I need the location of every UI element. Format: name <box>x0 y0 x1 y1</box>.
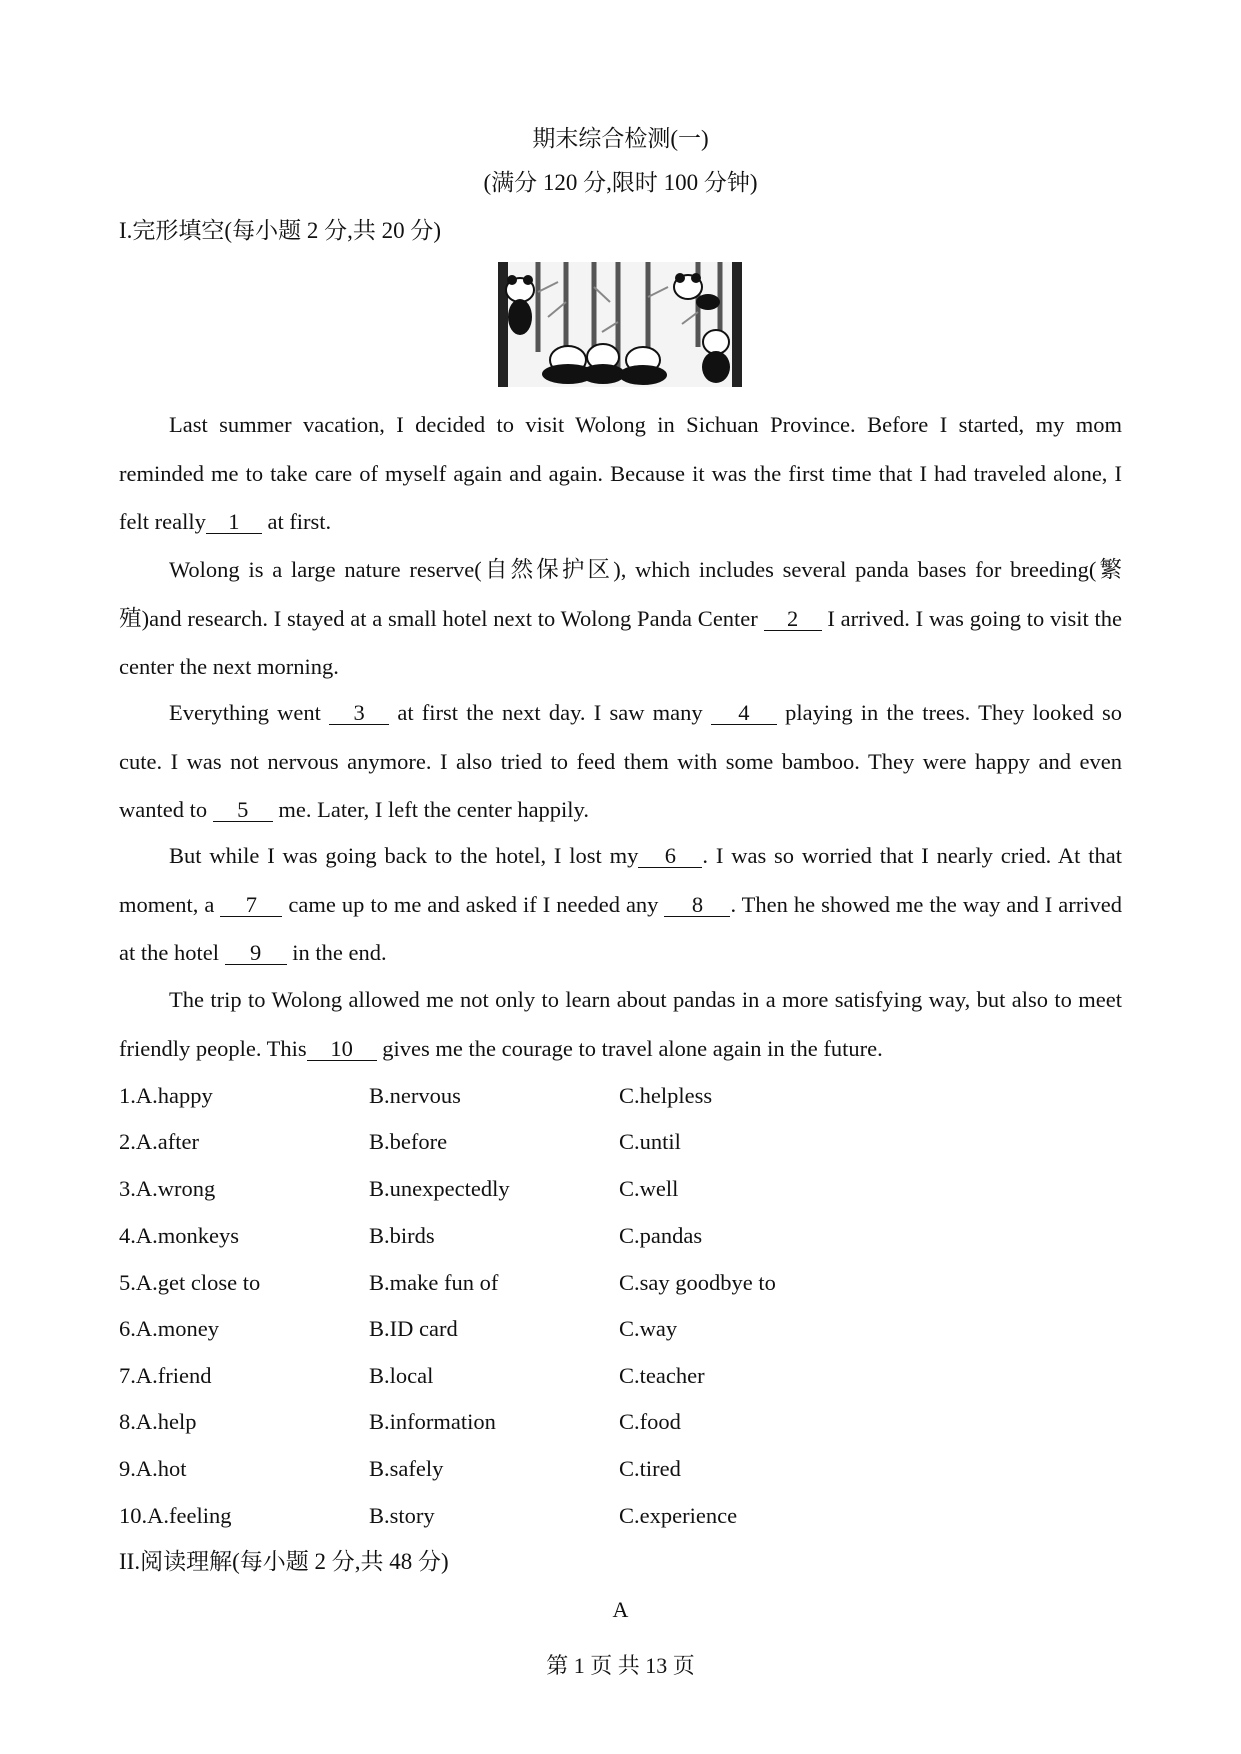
cloze-paragraph-1 <box>119 401 1122 547</box>
option-b: B.nervous <box>369 1083 461 1108</box>
paragraph-text: gives me the courage to travel alone again in the future. <box>376 1035 883 1061</box>
paragraph-text: . I was so worried that I nearly cried. At that moment, a <box>119 843 1122 917</box>
question-options-10 <box>119 1501 1019 1531</box>
cloze-paragraph-3 <box>119 689 1122 835</box>
blank-4: 4 <box>711 702 777 725</box>
blank-3: 3 <box>329 702 389 725</box>
cloze-paragraph-5 <box>119 976 1122 1073</box>
option-b: B.local <box>369 1363 434 1388</box>
option-a: 1.A.happy <box>119 1083 213 1108</box>
option-a: 9.A.hot <box>119 1456 187 1481</box>
cloze-paragraph-2 <box>119 546 1122 692</box>
option-c: C.until <box>619 1129 681 1154</box>
option-a: 7.A.friend <box>119 1363 212 1388</box>
paragraph-text: Wolong is a large nature reserve(自然保护区), which includes several panda bases for breeding(繁殖)and research. I stayed at a small hotel next to Wolong Panda Center <box>119 557 1122 631</box>
option-c: C.pandas <box>619 1223 703 1248</box>
paragraph-text: came up to me and asked if I needed any <box>282 891 665 917</box>
paragraph-text: But while I was going back to the hotel, I lost my <box>169 843 639 868</box>
option-b: B.make fun of <box>369 1270 499 1295</box>
blank-10: 10 <box>307 1038 377 1061</box>
question-options-7 <box>119 1361 1019 1391</box>
question-options-2 <box>119 1127 1019 1157</box>
option-b: B.information <box>369 1409 496 1434</box>
blank-1: 1 <box>206 511 262 534</box>
option-a: 8.A.help <box>119 1409 197 1434</box>
section-heading-reading: II.阅读理解(每小题 2 分,共 48 分) <box>119 1549 449 1574</box>
question-options-4 <box>119 1221 1019 1251</box>
blank-6: 6 <box>638 845 702 868</box>
question-options-8 <box>119 1407 1019 1437</box>
option-b: B.safely <box>369 1456 444 1481</box>
option-b: B.story <box>369 1503 435 1528</box>
option-b: B.birds <box>369 1223 435 1248</box>
exam-title: 期末综合检测(一) <box>532 126 709 151</box>
paragraph-text: . Then he showed me the way and I arrived at the hotel <box>119 891 1122 965</box>
blank-5: 5 <box>213 799 273 822</box>
cloze-paragraph-4 <box>119 832 1122 978</box>
panda-bamboo-illustration <box>498 262 742 387</box>
blank-9: 9 <box>225 942 287 965</box>
paragraph-text: Everything went <box>169 700 330 725</box>
option-c: C.experience <box>619 1503 738 1528</box>
paragraph-text: playing in the trees. They looked so cute. I was not nervous anymore. I also tried to feed them with some bamboo. They were happy and even wanted to <box>119 700 1122 822</box>
option-c: C.food <box>619 1409 681 1434</box>
option-a: 10.A.feeling <box>119 1503 232 1528</box>
blank-8: 8 <box>664 894 730 917</box>
option-b: B.before <box>369 1129 448 1154</box>
option-a: 6.A.money <box>119 1316 219 1341</box>
paragraph-text: Last summer vacation, I decided to visit Wolong in Sichuan Province. Before I started, my mom reminded me to take care of myself again and again. Because it was the first time that I had traveled alone, I felt really <box>119 412 1122 534</box>
paragraph-text: at first. <box>261 509 332 534</box>
blank-7: 7 <box>220 894 282 917</box>
option-a: 2.A.after <box>119 1129 199 1154</box>
paragraph-text: in the end. <box>286 940 387 965</box>
option-a: 4.A.monkeys <box>119 1223 239 1248</box>
paragraph-text: The trip to Wolong allowed me not only to learn about pandas in a more satisfying way, but also to meet friendly people. This <box>119 987 1122 1061</box>
question-options-5 <box>119 1268 1019 1298</box>
page-number: 第 1 页 共 13 页 <box>546 1653 695 1678</box>
section-heading-cloze: I.完形填空(每小题 2 分,共 20 分) <box>119 218 441 243</box>
blank-2: 2 <box>764 608 822 631</box>
option-b: B.ID card <box>369 1316 458 1341</box>
question-options-6 <box>119 1314 1019 1344</box>
option-a: 5.A.get close to <box>119 1270 261 1295</box>
option-c: C.well <box>619 1176 679 1201</box>
option-c: C.teacher <box>619 1363 705 1388</box>
option-c: C.way <box>619 1316 678 1341</box>
question-options-9 <box>119 1454 1019 1484</box>
paragraph-text: at first the next day. I saw many <box>389 700 711 725</box>
paragraph-text: me. Later, I left the center happily. <box>272 797 589 822</box>
question-options-1 <box>119 1081 1019 1111</box>
option-c: C.helpless <box>619 1083 713 1108</box>
option-a: 3.A.wrong <box>119 1176 216 1201</box>
exam-subtitle: (满分 120 分,限时 100 分钟) <box>483 170 758 195</box>
option-c: C.tired <box>619 1456 681 1481</box>
option-b: B.unexpectedly <box>369 1176 510 1201</box>
question-options-3 <box>119 1174 1019 1204</box>
paragraph-text: I arrived. I was going to visit the center the next morning. <box>119 605 1122 679</box>
passage-label: A <box>612 1597 629 1622</box>
option-c: C.say goodbye to <box>619 1270 776 1295</box>
